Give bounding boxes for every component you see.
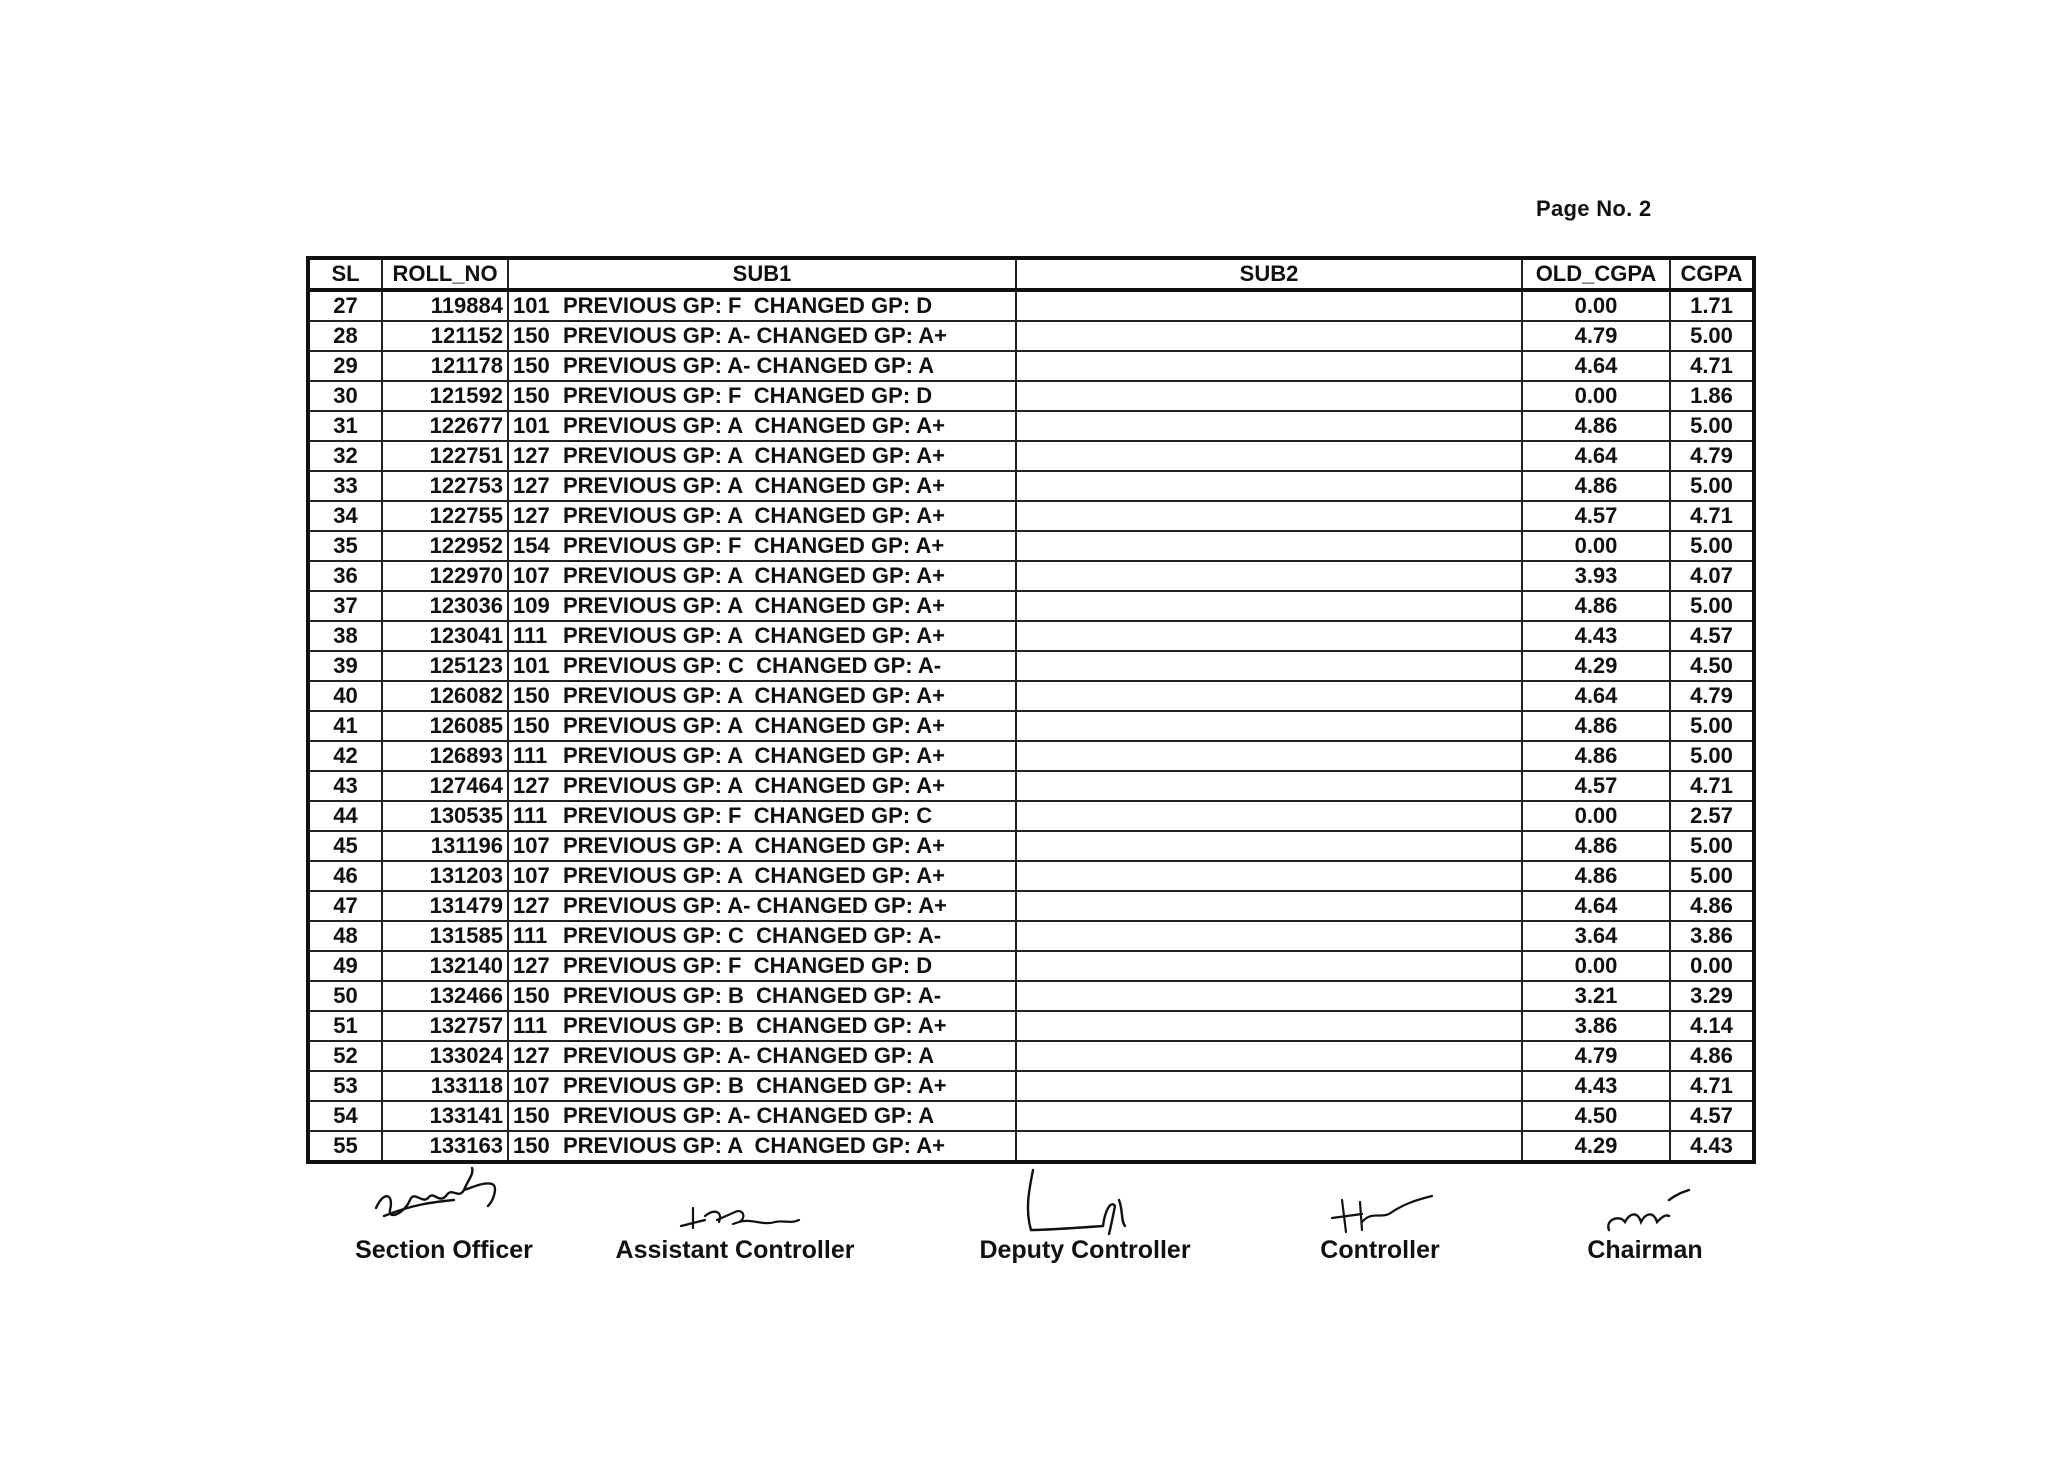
subject-code: 150	[513, 983, 550, 1008]
cell-sl: 39	[308, 651, 382, 681]
cell-cgpa: 4.43	[1670, 1131, 1754, 1162]
subject-code: 127	[513, 503, 550, 528]
table-row	[308, 1131, 1754, 1162]
table-row	[308, 441, 1754, 471]
cell-old-cgpa: 0.00	[1522, 531, 1670, 561]
header-old-cgpa: OLD_CGPA	[1522, 258, 1670, 290]
cell-sl: 41	[308, 711, 382, 741]
cell-cgpa: 4.79	[1670, 441, 1754, 471]
cell-cgpa: 5.00	[1670, 591, 1754, 621]
table-row	[308, 1101, 1754, 1131]
cell-roll-no: 132140	[382, 951, 508, 981]
cell-sl: 37	[308, 591, 382, 621]
handwritten-signature-icon	[334, 1160, 554, 1236]
cell-sl: 44	[308, 801, 382, 831]
subject-code: 127	[513, 473, 550, 498]
cell-cgpa: 5.00	[1670, 711, 1754, 741]
grade-change-text: PREVIOUS GP: B CHANGED GP: A-	[563, 983, 942, 1008]
grade-change-text: PREVIOUS GP: A CHANGED GP: A+	[563, 413, 945, 438]
cell-old-cgpa: 4.79	[1522, 1041, 1670, 1071]
cell-old-cgpa: 4.64	[1522, 681, 1670, 711]
cell-sub2	[1016, 411, 1522, 441]
cell-roll-no: 126082	[382, 681, 508, 711]
cell-roll-no: 123036	[382, 591, 508, 621]
table-row	[308, 501, 1754, 531]
subject-code: 150	[513, 353, 550, 378]
cell-old-cgpa: 4.86	[1522, 741, 1670, 771]
grade-change-text: PREVIOUS GP: C CHANGED GP: A-	[563, 923, 942, 948]
cell-old-cgpa: 4.86	[1522, 591, 1670, 621]
cell-sub2	[1016, 681, 1522, 711]
cell-sl: 40	[308, 681, 382, 711]
cell-sub1	[508, 561, 1016, 591]
cell-sub1	[508, 651, 1016, 681]
cell-sl: 46	[308, 861, 382, 891]
subject-code: 101	[513, 653, 550, 678]
cell-sl: 32	[308, 441, 382, 471]
cell-cgpa: 4.71	[1670, 771, 1754, 801]
subject-code: 154	[513, 533, 550, 558]
cell-sub2	[1016, 531, 1522, 561]
grade-change-text: PREVIOUS GP: F CHANGED GP: C	[563, 803, 933, 828]
cell-cgpa: 5.00	[1670, 831, 1754, 861]
subject-code: 150	[513, 1103, 550, 1128]
cell-old-cgpa: 4.64	[1522, 351, 1670, 381]
table-row	[308, 1071, 1754, 1101]
signature-title: Controller	[1320, 1236, 1440, 1264]
subject-code: 127	[513, 953, 550, 978]
signature-deputy-controller	[960, 1160, 1210, 1265]
cell-old-cgpa: 4.64	[1522, 441, 1670, 471]
table-row	[308, 321, 1754, 351]
cell-old-cgpa: 4.86	[1522, 831, 1670, 861]
cell-sub2	[1016, 741, 1522, 771]
cell-cgpa: 4.79	[1670, 681, 1754, 711]
subject-code: 107	[513, 863, 550, 888]
table-row	[308, 681, 1754, 711]
cell-roll-no: 121178	[382, 351, 508, 381]
cell-sl: 38	[308, 621, 382, 651]
cell-cgpa: 4.07	[1670, 561, 1754, 591]
cell-sl: 51	[308, 1011, 382, 1041]
cell-sub2	[1016, 1011, 1522, 1041]
subject-code: 127	[513, 443, 550, 468]
cell-old-cgpa: 4.86	[1522, 861, 1670, 891]
cell-sl: 42	[308, 741, 382, 771]
grade-change-text: PREVIOUS GP: A CHANGED GP: A+	[563, 683, 945, 708]
cell-sub2	[1016, 621, 1522, 651]
handwritten-signature-icon	[600, 1160, 870, 1236]
cell-sub1	[508, 1101, 1016, 1131]
cell-sub2	[1016, 591, 1522, 621]
cell-sub1	[508, 411, 1016, 441]
cell-roll-no: 132757	[382, 1011, 508, 1041]
cell-sub1	[508, 861, 1016, 891]
cell-sub1	[508, 681, 1016, 711]
cell-roll-no: 123041	[382, 621, 508, 651]
cell-cgpa: 3.29	[1670, 981, 1754, 1011]
cell-old-cgpa: 3.21	[1522, 981, 1670, 1011]
subject-code: 150	[513, 713, 550, 738]
cell-roll-no: 121592	[382, 381, 508, 411]
signature-controller	[1290, 1160, 1470, 1265]
signature-title: Chairman	[1587, 1236, 1703, 1264]
table-row	[308, 861, 1754, 891]
grade-change-text: PREVIOUS GP: A- CHANGED GP: A+	[563, 323, 948, 348]
grade-change-text: PREVIOUS GP: B CHANGED GP: A+	[563, 1013, 947, 1038]
handwritten-signature-icon	[1560, 1160, 1730, 1236]
grade-change-text: PREVIOUS GP: A- CHANGED GP: A	[563, 1043, 935, 1068]
cell-sub2	[1016, 441, 1522, 471]
table-body	[308, 290, 1754, 1162]
subject-code: 150	[513, 323, 550, 348]
cell-sub1	[508, 831, 1016, 861]
cell-roll-no: 122751	[382, 441, 508, 471]
grade-change-text: PREVIOUS GP: A CHANGED GP: A+	[563, 713, 945, 738]
table-row	[308, 711, 1754, 741]
cell-old-cgpa: 4.86	[1522, 711, 1670, 741]
cell-sub2	[1016, 711, 1522, 741]
cell-cgpa: 3.86	[1670, 921, 1754, 951]
cell-cgpa: 5.00	[1670, 471, 1754, 501]
table-row	[308, 771, 1754, 801]
cell-sl: 31	[308, 411, 382, 441]
cell-roll-no: 131203	[382, 861, 508, 891]
cell-sl: 30	[308, 381, 382, 411]
subject-code: 101	[513, 293, 550, 318]
cell-roll-no: 122755	[382, 501, 508, 531]
cell-sub1	[508, 321, 1016, 351]
table-row	[308, 381, 1754, 411]
cell-sub1	[508, 621, 1016, 651]
cell-sl: 29	[308, 351, 382, 381]
cell-sl: 35	[308, 531, 382, 561]
cell-old-cgpa: 3.86	[1522, 1011, 1670, 1041]
cell-cgpa: 5.00	[1670, 861, 1754, 891]
grade-change-text: PREVIOUS GP: F CHANGED GP: A+	[563, 533, 945, 558]
signature-title: Assistant Controller	[615, 1236, 855, 1264]
subject-code: 111	[513, 803, 548, 828]
cell-sub2	[1016, 1071, 1522, 1101]
cell-roll-no: 133141	[382, 1101, 508, 1131]
table-row	[308, 831, 1754, 861]
table-row	[308, 561, 1754, 591]
cell-sl: 34	[308, 501, 382, 531]
cell-roll-no: 122753	[382, 471, 508, 501]
table-row	[308, 651, 1754, 681]
cell-sub1	[508, 1011, 1016, 1041]
cell-cgpa: 1.86	[1670, 381, 1754, 411]
cell-roll-no: 126893	[382, 741, 508, 771]
table-row	[308, 891, 1754, 921]
cell-cgpa: 5.00	[1670, 741, 1754, 771]
cell-sub2	[1016, 561, 1522, 591]
results-table	[306, 256, 1756, 1164]
cell-sl: 27	[308, 290, 382, 321]
cell-roll-no: 122970	[382, 561, 508, 591]
grade-change-text: PREVIOUS GP: A CHANGED GP: A+	[563, 473, 945, 498]
cell-sub2	[1016, 651, 1522, 681]
cell-sub1	[508, 801, 1016, 831]
cell-sub2	[1016, 861, 1522, 891]
cell-sub1	[508, 501, 1016, 531]
table-row	[308, 411, 1754, 441]
cell-sub1	[508, 531, 1016, 561]
cell-roll-no: 132466	[382, 981, 508, 1011]
cell-sl: 53	[308, 1071, 382, 1101]
cell-cgpa: 4.14	[1670, 1011, 1754, 1041]
cell-roll-no: 122677	[382, 411, 508, 441]
grade-change-text: PREVIOUS GP: A CHANGED GP: A+	[563, 743, 945, 768]
cell-old-cgpa: 3.64	[1522, 921, 1670, 951]
cell-roll-no: 130535	[382, 801, 508, 831]
subject-code: 127	[513, 1043, 550, 1068]
cell-sub2	[1016, 831, 1522, 861]
cell-sub1	[508, 1071, 1016, 1101]
signature-title: Section Officer	[355, 1236, 533, 1264]
signature-section-officer	[334, 1160, 554, 1265]
cell-sub1	[508, 290, 1016, 321]
cell-old-cgpa: 0.00	[1522, 290, 1670, 321]
grade-change-text: PREVIOUS GP: A- CHANGED GP: A+	[563, 893, 948, 918]
cell-cgpa: 4.71	[1670, 1071, 1754, 1101]
cell-sub2	[1016, 801, 1522, 831]
grade-change-text: PREVIOUS GP: A- CHANGED GP: A	[563, 353, 935, 378]
cell-sl: 33	[308, 471, 382, 501]
cell-roll-no: 133163	[382, 1131, 508, 1162]
table-header-row	[308, 258, 1754, 290]
cell-cgpa: 5.00	[1670, 411, 1754, 441]
cell-sl: 43	[308, 771, 382, 801]
cell-old-cgpa: 4.50	[1522, 1101, 1670, 1131]
signature-title: Deputy Controller	[979, 1236, 1191, 1264]
subject-code: 107	[513, 1073, 550, 1098]
subject-code: 109	[513, 593, 550, 618]
grade-change-text: PREVIOUS GP: A CHANGED GP: A+	[563, 623, 945, 648]
cell-old-cgpa: 4.79	[1522, 321, 1670, 351]
cell-sl: 49	[308, 951, 382, 981]
subject-code: 111	[513, 1013, 548, 1038]
cell-sl: 48	[308, 921, 382, 951]
cell-sl: 36	[308, 561, 382, 591]
cell-roll-no: 121152	[382, 321, 508, 351]
cell-sub2	[1016, 1101, 1522, 1131]
cell-roll-no: 133118	[382, 1071, 508, 1101]
grade-change-text: PREVIOUS GP: B CHANGED GP: A+	[563, 1073, 947, 1098]
cell-roll-no: 127464	[382, 771, 508, 801]
cell-cgpa: 5.00	[1670, 531, 1754, 561]
subject-code: 101	[513, 413, 550, 438]
cell-cgpa: 4.57	[1670, 1101, 1754, 1131]
cell-sub1	[508, 981, 1016, 1011]
cell-old-cgpa: 4.43	[1522, 1071, 1670, 1101]
cell-sub2	[1016, 321, 1522, 351]
cell-sub1	[508, 351, 1016, 381]
cell-cgpa: 1.71	[1670, 290, 1754, 321]
grade-change-text: PREVIOUS GP: A CHANGED GP: A+	[563, 773, 945, 798]
cell-sub2	[1016, 1131, 1522, 1162]
cell-sub2	[1016, 471, 1522, 501]
cell-roll-no: 119884	[382, 290, 508, 321]
subject-code: 127	[513, 773, 550, 798]
cell-old-cgpa: 4.86	[1522, 411, 1670, 441]
cell-sub1	[508, 771, 1016, 801]
cell-old-cgpa: 4.57	[1522, 501, 1670, 531]
table-row	[308, 801, 1754, 831]
grade-change-text: PREVIOUS GP: F CHANGED GP: D	[563, 383, 933, 408]
cell-cgpa: 4.86	[1670, 891, 1754, 921]
cell-roll-no: 133024	[382, 1041, 508, 1071]
signature-chairman	[1560, 1160, 1730, 1265]
table-row	[308, 290, 1754, 321]
grade-change-text: PREVIOUS GP: C CHANGED GP: A-	[563, 653, 942, 678]
cell-sl: 47	[308, 891, 382, 921]
cell-cgpa: 5.00	[1670, 321, 1754, 351]
cell-cgpa: 4.50	[1670, 651, 1754, 681]
table-row	[308, 1011, 1754, 1041]
signature-assistant-controller	[600, 1160, 870, 1265]
table-row	[308, 921, 1754, 951]
cell-sub2	[1016, 381, 1522, 411]
cell-sub1	[508, 921, 1016, 951]
table-row	[308, 531, 1754, 561]
grade-change-text: PREVIOUS GP: A CHANGED GP: A+	[563, 593, 945, 618]
grade-change-text: PREVIOUS GP: A CHANGED GP: A+	[563, 1133, 945, 1158]
cell-roll-no: 122952	[382, 531, 508, 561]
cell-cgpa: 0.00	[1670, 951, 1754, 981]
grade-change-text: PREVIOUS GP: F CHANGED GP: D	[563, 953, 933, 978]
cell-cgpa: 4.86	[1670, 1041, 1754, 1071]
table-row	[308, 471, 1754, 501]
table-row	[308, 951, 1754, 981]
cell-old-cgpa: 4.29	[1522, 651, 1670, 681]
table-row	[308, 981, 1754, 1011]
header-sub2: SUB2	[1016, 258, 1522, 290]
subject-code: 150	[513, 383, 550, 408]
header-cgpa: CGPA	[1670, 258, 1754, 290]
cell-cgpa: 2.57	[1670, 801, 1754, 831]
header-sl: SL	[308, 258, 382, 290]
cell-sub2	[1016, 981, 1522, 1011]
cell-sub2	[1016, 921, 1522, 951]
cell-old-cgpa: 0.00	[1522, 951, 1670, 981]
cell-sub1	[508, 471, 1016, 501]
cell-sub2	[1016, 290, 1522, 321]
grade-change-text: PREVIOUS GP: A CHANGED GP: A+	[563, 443, 945, 468]
grade-change-text: PREVIOUS GP: A CHANGED GP: A+	[563, 863, 945, 888]
subject-code: 150	[513, 683, 550, 708]
subject-code: 107	[513, 833, 550, 858]
signature-row	[0, 1160, 2048, 1300]
cell-sl: 54	[308, 1101, 382, 1131]
cell-sub2	[1016, 951, 1522, 981]
cell-roll-no: 126085	[382, 711, 508, 741]
cell-sl: 28	[308, 321, 382, 351]
table-row	[308, 1041, 1754, 1071]
cell-sub2	[1016, 1041, 1522, 1071]
cell-sub1	[508, 711, 1016, 741]
cell-roll-no: 131196	[382, 831, 508, 861]
cell-sub1	[508, 441, 1016, 471]
subject-code: 111	[513, 923, 548, 948]
subject-code: 150	[513, 1133, 550, 1158]
subject-code: 111	[513, 623, 548, 648]
cell-sub1	[508, 381, 1016, 411]
cell-old-cgpa: 4.43	[1522, 621, 1670, 651]
cell-old-cgpa: 4.57	[1522, 771, 1670, 801]
cell-sub1	[508, 1131, 1016, 1162]
grade-change-text: PREVIOUS GP: A CHANGED GP: A+	[563, 503, 945, 528]
cell-cgpa: 4.71	[1670, 351, 1754, 381]
cell-sub2	[1016, 351, 1522, 381]
cell-old-cgpa: 4.29	[1522, 1131, 1670, 1162]
cell-cgpa: 4.57	[1670, 621, 1754, 651]
cell-roll-no: 131479	[382, 891, 508, 921]
cell-roll-no: 125123	[382, 651, 508, 681]
cell-roll-no: 131585	[382, 921, 508, 951]
cell-sl: 52	[308, 1041, 382, 1071]
table-row	[308, 591, 1754, 621]
subject-code: 107	[513, 563, 550, 588]
table-row	[308, 621, 1754, 651]
cell-sl: 55	[308, 1131, 382, 1162]
page-number: Page No. 2	[1536, 196, 1652, 221]
cell-old-cgpa: 0.00	[1522, 801, 1670, 831]
cell-sub2	[1016, 501, 1522, 531]
table-row	[308, 741, 1754, 771]
table-row	[308, 351, 1754, 381]
header-sub1: SUB1	[508, 258, 1016, 290]
cell-cgpa: 4.71	[1670, 501, 1754, 531]
header-roll-no: ROLL_NO	[382, 258, 508, 290]
cell-sub1	[508, 591, 1016, 621]
handwritten-signature-icon	[960, 1160, 1210, 1236]
cell-sub1	[508, 891, 1016, 921]
cell-sub2	[1016, 891, 1522, 921]
cell-sl: 45	[308, 831, 382, 861]
cell-sub1	[508, 1041, 1016, 1071]
grade-change-text: PREVIOUS GP: F CHANGED GP: D	[563, 293, 933, 318]
cell-old-cgpa: 4.86	[1522, 471, 1670, 501]
grade-change-text: PREVIOUS GP: A CHANGED GP: A+	[563, 833, 945, 858]
cell-sl: 50	[308, 981, 382, 1011]
subject-code: 127	[513, 893, 550, 918]
handwritten-signature-icon	[1290, 1160, 1470, 1236]
grade-change-text: PREVIOUS GP: A CHANGED GP: A+	[563, 563, 945, 588]
cell-sub2	[1016, 771, 1522, 801]
cell-old-cgpa: 0.00	[1522, 381, 1670, 411]
cell-sub1	[508, 741, 1016, 771]
cell-sub1	[508, 951, 1016, 981]
cell-old-cgpa: 4.64	[1522, 891, 1670, 921]
grade-change-text: PREVIOUS GP: A- CHANGED GP: A	[563, 1103, 935, 1128]
subject-code: 111	[513, 743, 548, 768]
cell-old-cgpa: 3.93	[1522, 561, 1670, 591]
